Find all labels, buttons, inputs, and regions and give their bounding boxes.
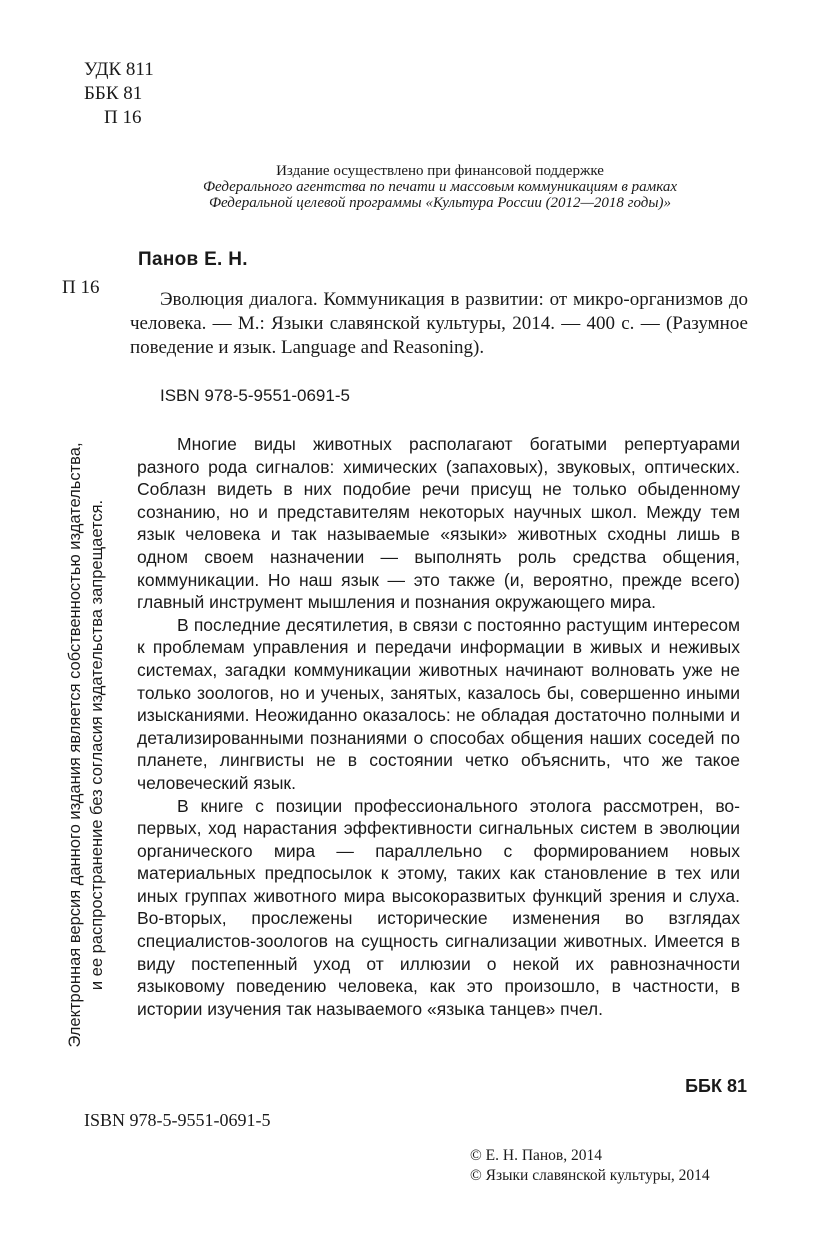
- abstract-paragraph: В последние десятилетия, в связи с постоянно растущим интересом к проблемам управления и передачи информации в живых и неживых системах, загадки коммуникации животных начинают волновать уже не только зоологов, но и ученых, занятых, казалось бы, совершенно иными изысканиями. Неожиданно оказалось: не обладая достаточно полными и детализированными познаниями о способах общения наших соседей по планете, лингвисты не в состоянии четко объяснить, что же такое человеческий язык.: [137, 614, 740, 793]
- udk-code: УДК 811: [84, 59, 154, 80]
- isbn-top: ISBN 978-5-9551-0691-5: [160, 386, 350, 405]
- funding-note-line-3: Федеральной целевой программы «Культура России (2012—2018 годы)»: [208, 195, 672, 211]
- funding-note-line-1: Издание осуществлено при финансовой поддержке: [276, 163, 604, 179]
- author-sign-side: П 16: [62, 277, 100, 298]
- copyright-side-notice: [64, 440, 108, 1050]
- abstract-paragraph: В книге с позиции профессионального этолога рассмотрен, во-первых, ход нарастания эффективности сигнальных систем в эволюции органического мира — параллельно с формированием новых материальных предпосылок к этому, таких как становление в тех или иных группах животного мира высокоразвитых функций зрения и слуха. Во-вторых, прослежены исторические изменения во взглядах специалистов-зоологов на сущность сигнализации животных. Имеется в виду постепенный уход от иллюзии о некой их равнозначности языковому поведению человека, как это произошло, в частности, в истории изучения так называемого «языка танцев» пчел.: [137, 795, 740, 1019]
- bibliographic-description: Эволюция диалога. Коммуникация в развитии: от микро-организмов до человека. — М.: Языки славянской культуры, 2014. — 400 с. — (Разумное поведение и язык. Language and Reasoning).: [130, 289, 748, 358]
- author-sign: П 16: [104, 107, 142, 128]
- funding-note-line-2: Федерального агентства по печати и массовым коммуникациям в рамках: [202, 179, 678, 195]
- bbk-bottom: ББК 81: [685, 1076, 747, 1096]
- copyright-publisher: © Языки славянской культуры, 2014: [470, 1167, 710, 1184]
- isbn-bottom: ISBN 978-5-9551-0691-5: [84, 1110, 271, 1130]
- side-notice-line-2: и ее распространение без согласия издательства запрещается.: [88, 499, 106, 991]
- classification-codes: [84, 58, 154, 130]
- abstract: [137, 433, 740, 1020]
- author-heading: Панов Е. Н.: [138, 249, 248, 270]
- abstract-paragraph: Многие виды животных располагают богатыми репертуарами разного рода сигналов: химических (запаховых), звуковых, оптических. Соблазн видеть в них подобие речи присущ не только обыденному сознанию, но и представителям некоторых научных школ. Между тем язык человека и так называемые «языки» животных сходны лишь в одном своем назначении — выполнять роль средства общения, коммуникации. Но наш язык — это также (и, вероятно, прежде всего) главный инструмент мышления и познания окружающего мира.: [137, 434, 740, 613]
- side-notice-line-1: Электронная версия данного издания является собственностью издательства,: [66, 442, 84, 1048]
- bbk-code: ББК 81: [84, 83, 143, 104]
- copyright-block: [470, 1146, 710, 1186]
- funding-note: [150, 163, 730, 211]
- copyright-author: © Е. Н. Панов, 2014: [470, 1147, 602, 1164]
